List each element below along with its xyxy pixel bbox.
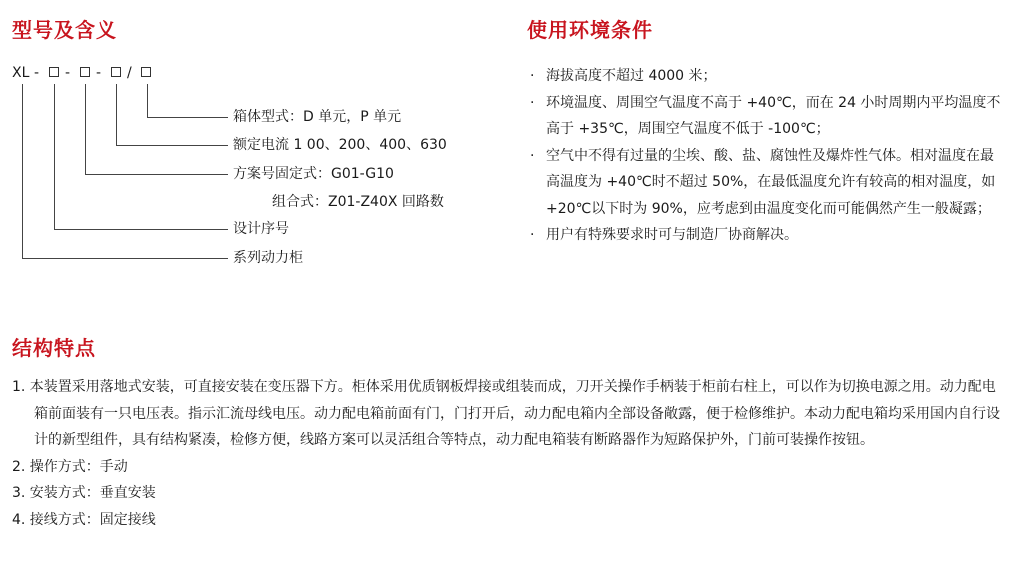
label-scheme-fixed: 方案号固定式：G01-G10 [233, 166, 394, 182]
bullet: · [530, 147, 535, 164]
connector-line-rated-current [117, 84, 229, 146]
label-box-type: 箱体型式：D 单元，P 单元 [233, 109, 402, 125]
connector-line-scheme-number [86, 84, 229, 175]
bullet: · [530, 227, 535, 243]
environment-item-text: 用户有特殊要求时可与制造厂协商解决。 [546, 227, 798, 243]
structure-item: 3. 安装方式：垂直安装 [12, 485, 156, 501]
model-code-slash: / [127, 65, 132, 81]
bullet: · [530, 68, 535, 84]
model-code-dash: - [34, 65, 40, 81]
label-scheme-combined: 组合式：Z01-Z40X 回路数 [272, 194, 444, 210]
connector-line-box-type [148, 84, 229, 118]
structure-heading: 结构特点 [12, 336, 96, 360]
structure-item: 1. 本装置采用落地式安装，可直接安装在变压器下方。柜体采用优质钢板焊接或组装而成，刀开关操作手柄装于柜前右柱上，可以作为切换电源之用。动力配电箱前面装有一只电压表。指示汇流母线电压。动力配电箱前面有门，门打开后，动力配电箱内全部设备敞露，便于检修维护。本动力配电箱均采用国内自行设计的新型组件，具有结构紧凑，检修方便，线路方案可以灵活组合等特点，动力配电箱装有断路器作为短路保护外，门前可装操作按钮。 [12, 379, 1000, 448]
model-meaning-heading: 型号及含义 [12, 18, 117, 42]
model-code-dash: - [65, 65, 71, 81]
environment-item [528, 63, 1003, 90]
model-code-dash: - [96, 65, 102, 81]
environment-item-text: 空气中不得有过量的尘埃、酸、盐、腐蚀性及爆炸性气体。相对温度在最高温度为 +40℃时不超过 50%，在最低温度允许有较高的相对温度，如 +20℃以下时为 90%，应考虑到由温度变化而可能偶然产生一般凝露； [546, 147, 996, 217]
environment-list [528, 63, 1003, 249]
structure-list [12, 374, 1004, 533]
environment-item-text: 海拔高度不超过 4000 米； [546, 68, 717, 84]
environment-item [528, 222, 1003, 249]
bullet: · [530, 94, 535, 111]
label-series: 系列动力柜 [233, 250, 303, 266]
environment-heading: 使用环境条件 [527, 18, 653, 42]
label-design-number: 设计序号 [233, 221, 289, 237]
label-rated-current: 额定电流 1 00、200、400、630 [233, 137, 447, 153]
connector-line-series [23, 84, 229, 259]
structure-item: 2. 操作方式：手动 [12, 458, 128, 475]
environment-item-text: 环境温度、周围空气温度不高于 +40℃，而在 24 小时周期内平均温度不高于 +35℃，周围空气温度不低于 -100℃； [546, 94, 1001, 137]
environment-item [528, 90, 1003, 143]
connector-line-design-number [55, 84, 229, 230]
environment-item [528, 143, 1003, 223]
model-tree-lines [0, 0, 240, 270]
model-code-prefix: XL [12, 65, 30, 81]
structure-item: 4. 接线方式：固定接线 [12, 511, 156, 528]
